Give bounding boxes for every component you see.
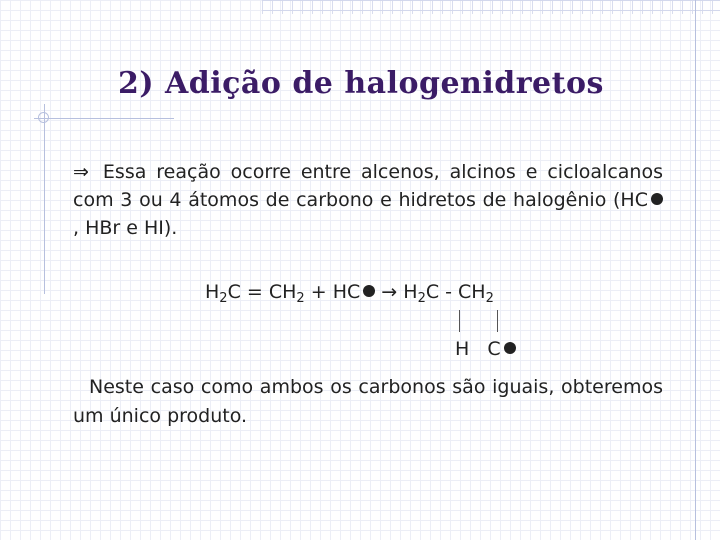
eq-subscript-4: 2 — [485, 291, 494, 306]
decorative-vertical-line-left — [44, 104, 45, 294]
decorative-vertical-line-right — [695, 0, 696, 540]
chlorine-dot-glyph — [363, 285, 375, 297]
decorative-circle-mark — [38, 112, 49, 123]
paragraph-conclusion: Neste caso como ambos os carbonos são iguais, obteremos um único produto. — [73, 376, 663, 427]
eq-reactant-h: H — [205, 281, 220, 303]
paragraph-reaction-description — [73, 158, 663, 242]
substituent-h: H — [455, 338, 470, 360]
eq-product-h: H — [403, 281, 418, 303]
bond-line-right — [497, 310, 498, 332]
bond-line-left — [459, 310, 460, 332]
paragraph1-text-part1: Essa reação ocorre entre alcenos, alcinos e cicloalcanos com 3 ou 4 átomos de carbono e hidretos de halogênio (HC — [73, 161, 663, 211]
reaction-arrow-icon: → — [381, 281, 398, 303]
chlorine-dot-glyph — [504, 342, 516, 354]
eq-subscript-1: 2 — [219, 291, 228, 306]
eq-subscript-2: 2 — [296, 291, 305, 306]
eq-subscript-3: 2 — [417, 291, 426, 306]
product-substituents — [455, 338, 516, 360]
eq-reactant-alkene: C = CH — [227, 281, 297, 303]
slide-title: 2) Adição de halogenidretos — [118, 66, 604, 101]
substituent-c: C — [487, 338, 501, 360]
chlorine-dot-glyph — [651, 193, 663, 205]
paragraph1-text-part2: , HBr e HI). — [73, 217, 178, 239]
implies-arrow-icon: ⇒ — [73, 161, 89, 183]
decorative-grid-band — [262, 0, 720, 14]
eq-product-chain: C - CH — [425, 281, 486, 303]
reaction-equation — [205, 281, 494, 306]
decorative-horizontal-line — [34, 118, 174, 119]
eq-plus-hydrogen-halide: + HC — [310, 281, 361, 303]
